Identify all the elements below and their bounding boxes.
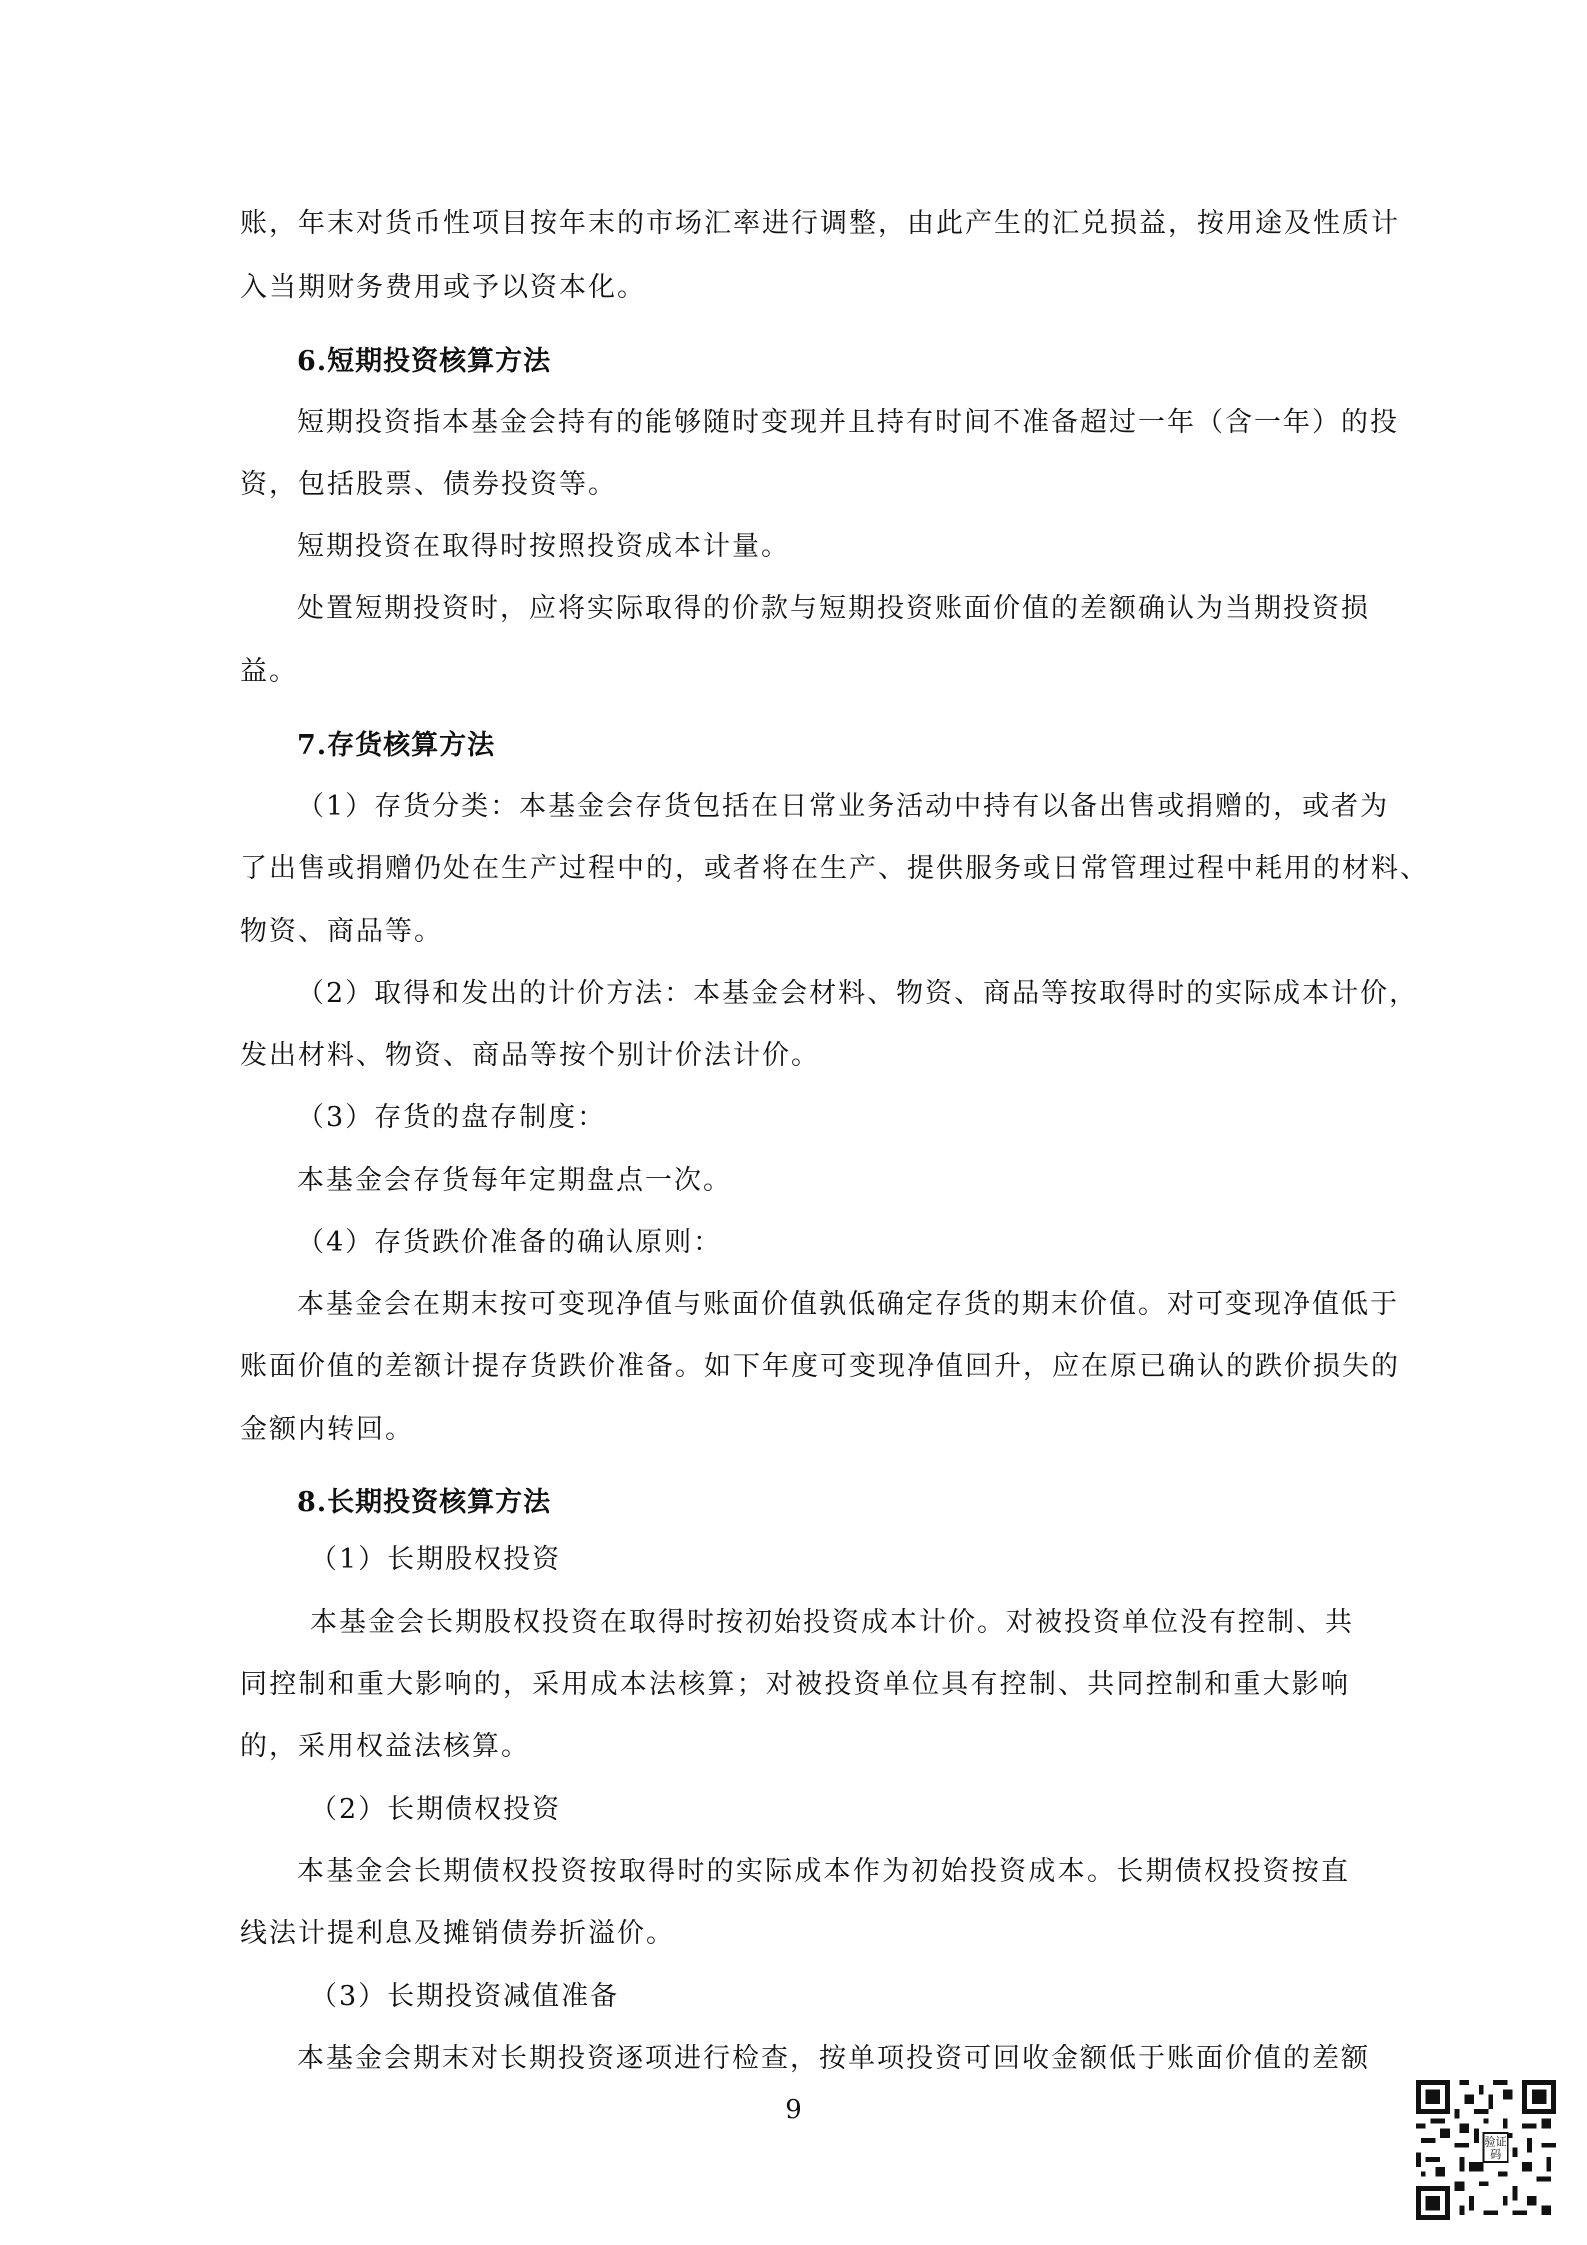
paragraph-line: 处置短期投资时，应将实际取得的价款与短期投资账面价值的差额确认为当期投资损 — [297, 593, 1370, 624]
paragraph-line: （1）长期股权投资 — [310, 1544, 562, 1575]
paragraph-line: 物资、商品等。 — [240, 916, 443, 947]
paragraph-line: 本基金会长期债权投资按取得时的实际成本作为初始投资成本。长期债权投资按直 — [297, 1856, 1350, 1887]
paragraph-line: 本基金会期末对长期投资逐项进行检查，按单项投资可回收金额低于账面价值的差额 — [297, 2043, 1370, 2074]
paragraph-line: 发出材料、物资、商品等按个别计价法计价。 — [240, 1040, 820, 1071]
qr-center-label: 验证 — [1484, 2135, 1507, 2149]
paragraph-line: 短期投资在取得时按照投资成本计量。 — [297, 531, 790, 562]
paragraph-line: 线法计提利息及摊销债券折溢价。 — [240, 1918, 675, 1949]
paragraph-line: 本基金会存货每年定期盘点一次。 — [297, 1165, 732, 1196]
paragraph-line: 本基金会长期股权投资在取得时按初始投资成本计价。对被投资单位没有控制、共 — [310, 1607, 1354, 1638]
paragraph-line: 资，包括股票、债券投资等。 — [240, 469, 617, 500]
section-heading-8: 8.长期投资核算方法 — [297, 1487, 552, 1518]
section-heading-6: 6.短期投资核算方法 — [297, 346, 552, 377]
qr-center-label-2: 码 — [1490, 2148, 1502, 2162]
paragraph-line: 本基金会在期末按可变现净值与账面价值孰低确定存货的期末价值。对可变现净值低于 — [297, 1289, 1399, 1320]
paragraph-line: 账面价值的差额计提存货跌价准备。如下年度可变现净值回升，应在原已确认的跌价损失的 — [240, 1351, 1400, 1382]
paragraph-line: 短期投资指本基金会持有的能够随时变现并且持有时间不准备超过一年（含一年）的投 — [297, 407, 1399, 438]
paragraph-line: 金额内转回。 — [240, 1414, 414, 1445]
paragraph-line: （3）长期投资减值准备 — [310, 1981, 620, 2012]
paragraph-line: 益。 — [240, 656, 298, 687]
paragraph-line: 入当期财务费用或予以资本化。 — [240, 272, 646, 303]
paragraph-line: （3）存货的盘存制度： — [297, 1102, 607, 1133]
paragraph-line: 的，采用权益法核算。 — [240, 1731, 530, 1762]
paragraph-line: （1）存货分类：本基金会存货包括在日常业务活动中持有以备出售或捐赠的，或者为 — [297, 791, 1390, 822]
paragraph-line: 账，年末对货币性项目按年末的市场汇率进行调整，由此产生的汇兑损益，按用途及性质计 — [240, 208, 1400, 239]
paragraph-line: （4）存货跌价准备的确认原则： — [297, 1227, 723, 1258]
paragraph-line: 同控制和重大影响的，采用成本法核算；对被投资单位具有控制、共同控制和重大影响 — [240, 1669, 1350, 1700]
verification-qr-code — [1416, 2080, 1556, 2220]
paragraph-line: （2）取得和发出的计价方法：本基金会材料、物资、商品等按取得时的实际成本计价， — [297, 978, 1419, 1009]
page-number: 9 — [785, 2095, 802, 2125]
paragraph-line: 了出售或捐赠仍处在生产过程中的，或者将在生产、提供服务或日常管理过程中耗用的材料、 — [240, 853, 1429, 884]
paragraph-line: （2）长期债权投资 — [310, 1794, 562, 1825]
section-heading-7: 7.存货核算方法 — [297, 730, 496, 761]
